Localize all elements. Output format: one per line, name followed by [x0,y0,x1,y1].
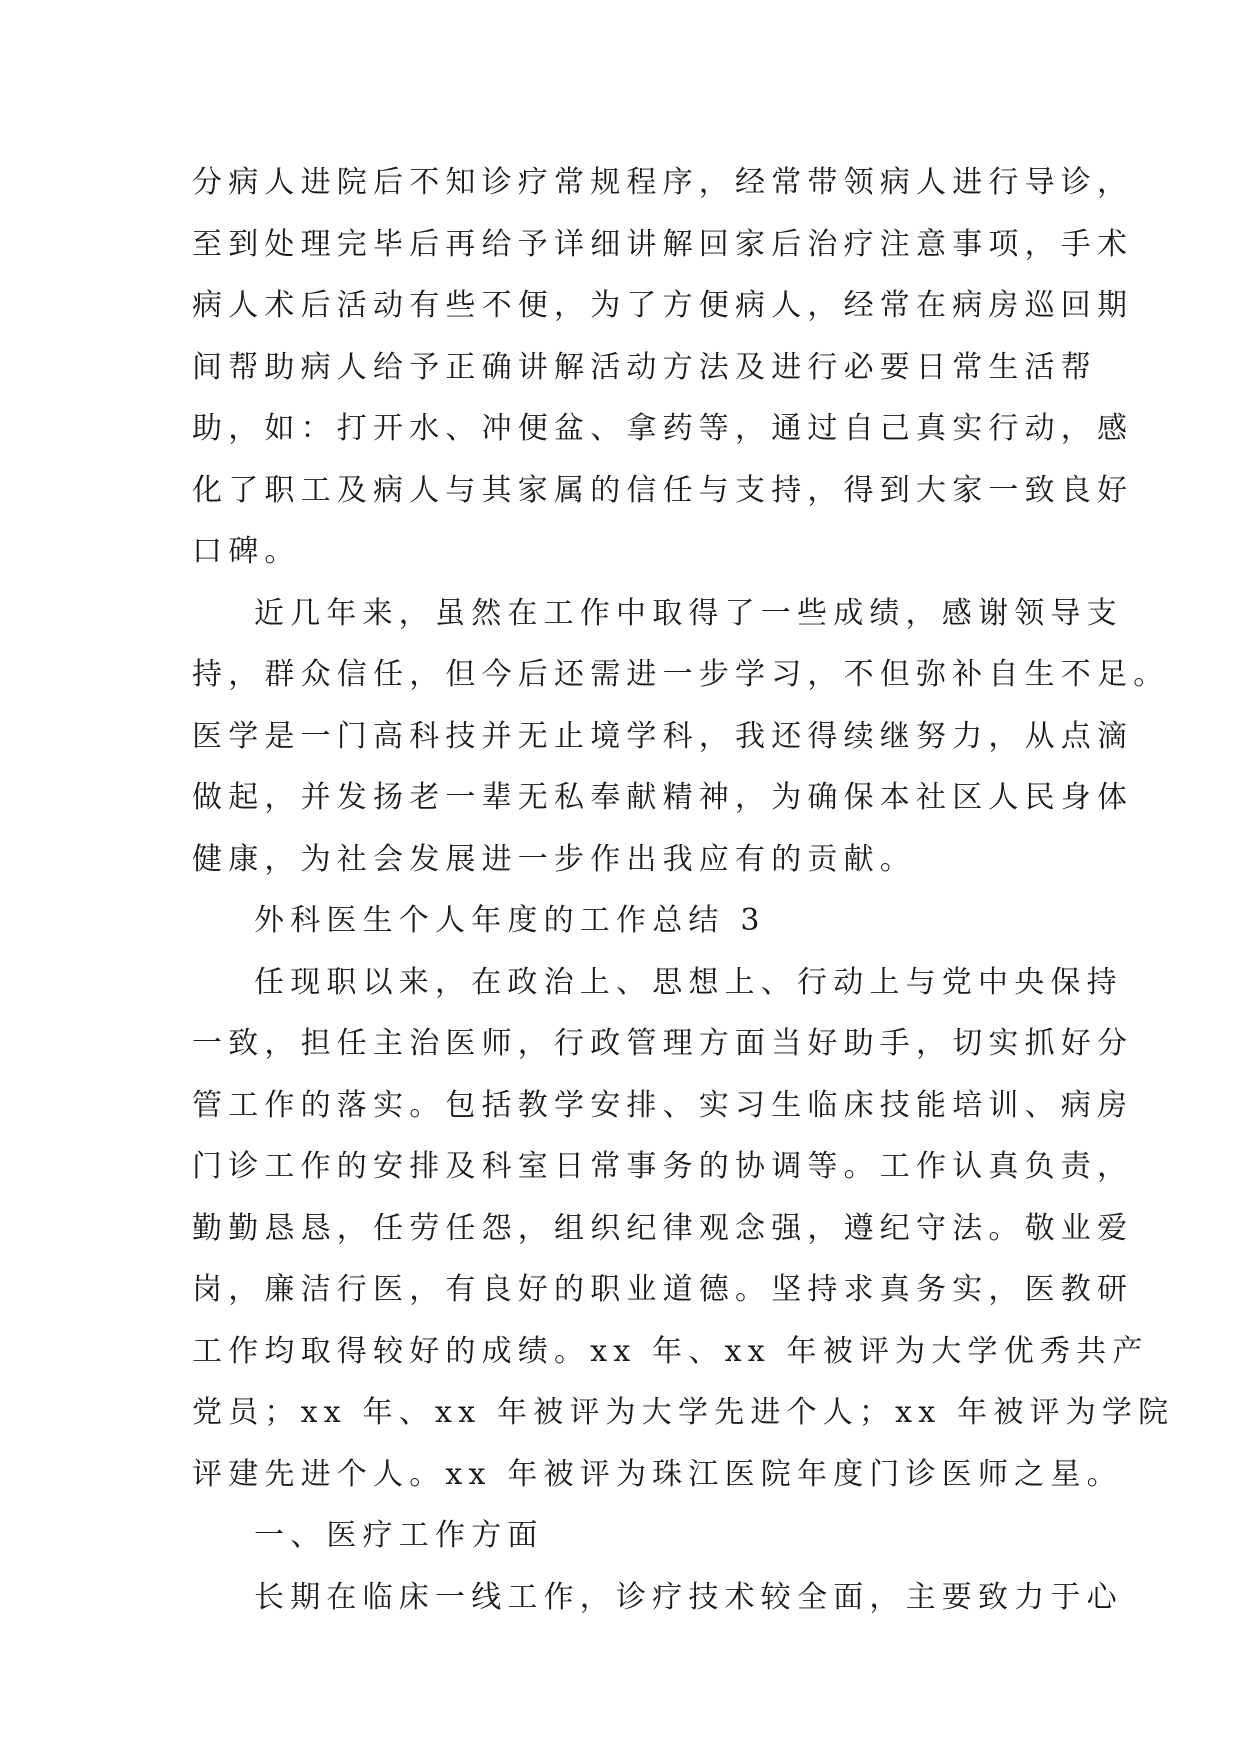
text-line: 近几年来，虽然在工作中取得了一些成绩，感谢领导支 [254,595,1123,631]
text-line: 化了职工及病人与其家属的信任与支持，得到大家一致良好 [192,472,1134,508]
document-body [192,152,1175,1628]
text-line: 党员；xx 年、xx 年被评为大学先进个人；xx 年被评为学院 [192,1395,1175,1430]
text-line: 长期在临床一线工作，诊疗技术较全面，主要致力于心 [254,1579,1123,1615]
text-line: 做起，并发扬老一辈无私奉献精神，为确保本社区人民身体 [192,780,1134,815]
text-line: 一、医疗工作方面 [254,1518,544,1553]
text-line: 口碑。 [192,534,301,569]
text-line: 间帮助病人给予正确讲解活动方法及进行必要日常生活帮 [192,349,1097,385]
text-line: 工作均取得较好的成绩。xx 年、xx 年被评为大学优秀共产 [192,1333,1149,1369]
text-line: 外科医生个人年度的工作总结 3 [254,903,766,938]
text-line: 勤勤恳恳，任劳任怨，组织纪律观念强，遵纪守法。敬业爱 [192,1210,1134,1246]
text-line: 助，如：打开水、冲便盆、拿药等，通过自己真实行动，感 [192,411,1134,446]
text-line: 至到处理完毕后再给予详细讲解回家后治疗注意事项，手术 [192,226,1134,262]
text-line: 任现职以来，在政治上、思想上、行动上与党中央保持 [254,964,1123,1000]
text-line: 医学是一门高科技并无止境学科，我还得续继努力，从点滴 [192,718,1134,754]
text-line: 持，群众信任，但今后还需进一步学习，不但弥补自生不足。 [192,657,1170,692]
text-line: 岗，廉洁行医，有良好的职业道德。坚持求真务实，医教研 [192,1272,1134,1307]
text-line: 健康，为社会发展进一步作出我应有的贡献。 [192,841,916,877]
text-line: 评建先进个人。xx 年被评为珠江医院年度门诊医师之星。 [192,1456,1123,1492]
text-line: 病人术后活动有些不便，为了方便病人，经常在病房巡回期 [192,288,1134,323]
text-line: 分病人进院后不知诊疗常规程序，经常带领病人进行导诊， [192,165,1134,200]
text-line: 门诊工作的安排及科室日常事务的协调等。工作认真负责， [192,1149,1134,1184]
text-line: 一致，担任主治医师，行政管理方面当好助手，切实抓好分 [192,1026,1134,1061]
text-line: 管工作的落实。包括教学安排、实习生临床技能培训、病房 [192,1087,1134,1123]
